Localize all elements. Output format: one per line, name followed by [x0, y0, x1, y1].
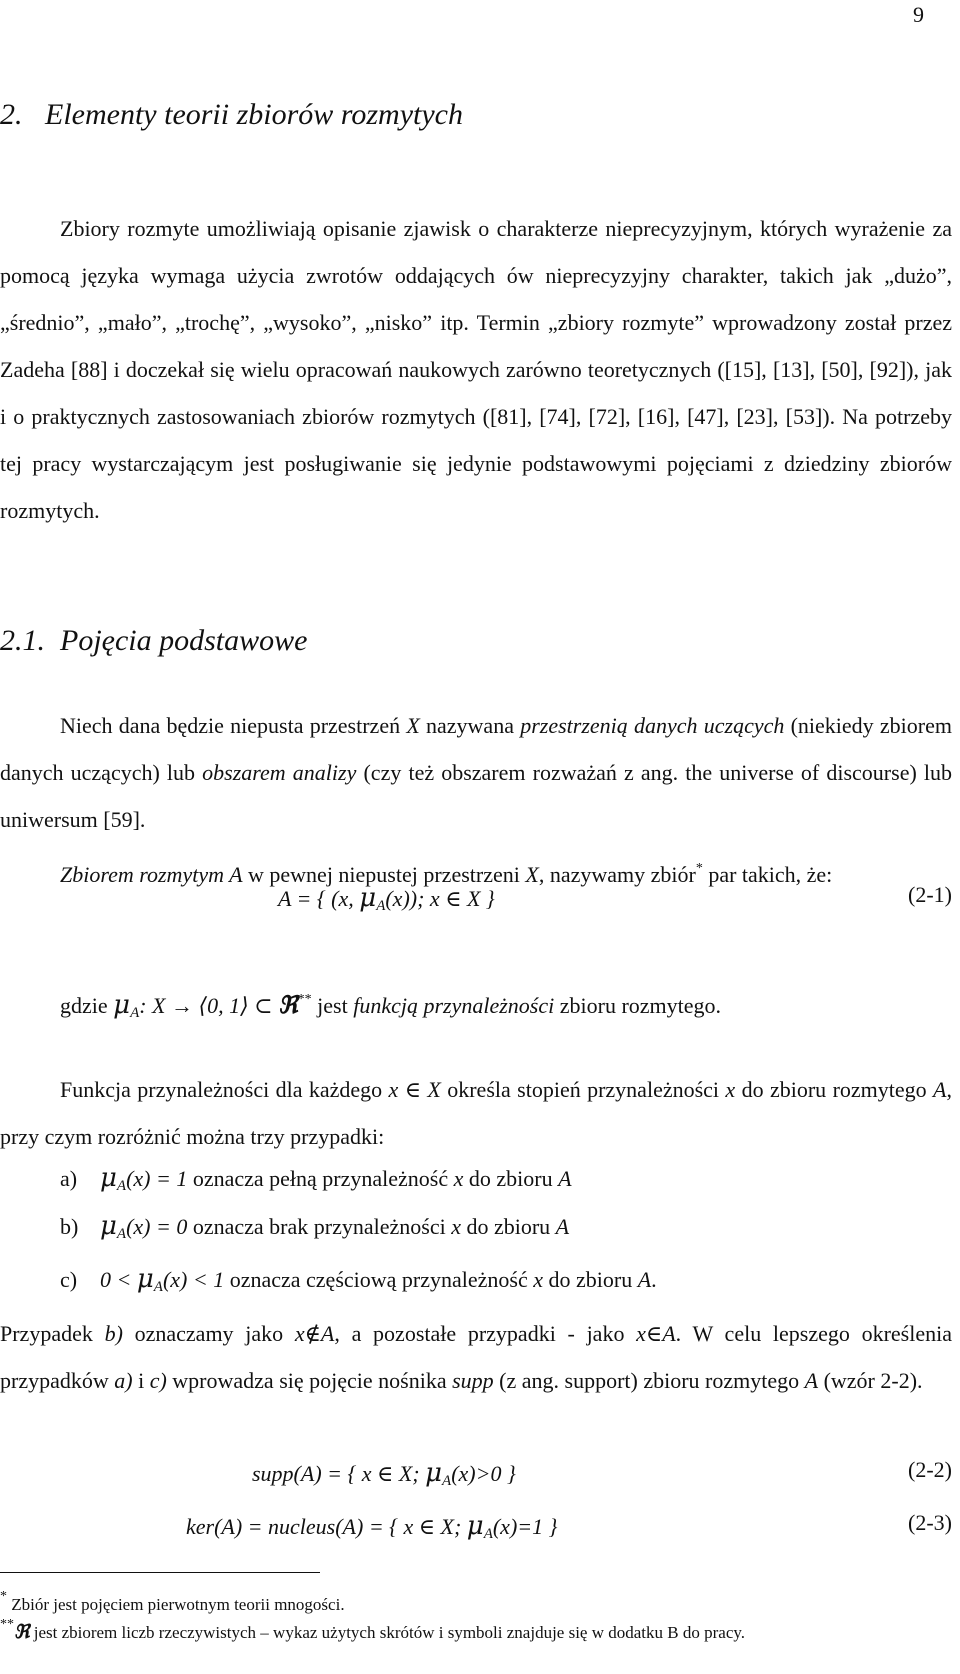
eq-text: (x) < 1: [162, 1267, 225, 1292]
symbol-x: x: [453, 1166, 464, 1191]
text: określa stopień przynależności: [440, 1077, 726, 1102]
subsection-title: Pojęcia podstawowe: [60, 624, 308, 657]
subscript: A: [116, 1226, 127, 1242]
case-item: [60, 1160, 940, 1197]
text: .: [651, 1267, 657, 1292]
subscript: A: [442, 1473, 452, 1489]
mapping: : X → ⟨0, 1⟩ ⊂: [139, 993, 279, 1018]
text: do zbioru rozmytego: [735, 1077, 934, 1102]
eq-text: 0 <: [100, 1267, 137, 1292]
subsection-heading: [0, 624, 307, 658]
eq-text: (x) = 1: [126, 1166, 188, 1191]
case-item: [60, 1208, 940, 1245]
text: Przypadek: [0, 1321, 105, 1346]
symbol-A: A: [933, 1077, 947, 1102]
text: (czy też obszarem rozważań z ang. the universe of discourse) lub uniwersum [59].: [0, 760, 953, 832]
eq-text: (x)=1 }: [492, 1514, 558, 1539]
real-numbers-symbol: ℜ: [278, 990, 298, 1019]
equation-number: (2-1): [908, 882, 952, 907]
equation-body: [186, 1508, 557, 1545]
emphasis-term: a): [114, 1368, 133, 1393]
mu-symbol: μ: [113, 990, 131, 1020]
subscript: A: [130, 1005, 140, 1021]
eq-text: (x)); x ∈ X }: [385, 886, 495, 911]
eq-text: (x)>0 }: [451, 1461, 516, 1486]
emphasis-term: c): [149, 1368, 167, 1393]
symbol-X: X: [525, 862, 539, 887]
text: par takich, że:: [702, 862, 833, 887]
case-item: [60, 1261, 940, 1298]
page-number: 9: [913, 2, 924, 27]
symbol-x: x: [388, 1077, 399, 1102]
symbol-x: x: [451, 1214, 461, 1239]
text: oznacza brak przynależności: [187, 1214, 452, 1239]
footnote-marker: *: [0, 1589, 7, 1604]
text: , przy czym rozróżnić można trzy przypadki:: [0, 1077, 952, 1149]
eq-text: (x) = 0: [126, 1214, 188, 1239]
footnote-separator: [0, 1572, 320, 1573]
footnote-2: [0, 1612, 952, 1646]
symbol-X: X: [427, 1077, 441, 1102]
symbol-A: A: [558, 1166, 572, 1191]
equation-number: (2-2): [908, 1457, 952, 1482]
text: wprowadza się pojęcie nośnika: [166, 1368, 453, 1393]
text: zbioru rozmytego.: [554, 993, 722, 1018]
subsection-number: 2.1.: [0, 624, 45, 657]
equation-2-2: [0, 1455, 952, 1495]
equation-2-1: [0, 880, 952, 920]
emphasis-term: przestrzenią danych uczących: [520, 713, 785, 738]
emphasis-term: supp: [452, 1368, 494, 1393]
text: w pewnej niepustej przestrzeni: [242, 862, 526, 887]
emphasis-term: funkcją przynależności: [353, 993, 555, 1018]
text: do zbioru: [463, 1166, 559, 1191]
text: do zbioru: [460, 1214, 556, 1239]
text: Niech dana będzie niepusta przestrzeń: [60, 713, 407, 738]
footnote-marker: **: [0, 1617, 14, 1632]
text: . W celu lepszego określenia przypadków: [0, 1321, 952, 1393]
case-label: b): [60, 1214, 79, 1239]
footnote-text: Zbiór jest pojęciem pierwotnym teorii mnogości.: [7, 1595, 345, 1614]
eq-text: supp(A) = { x ∈ X;: [252, 1461, 426, 1486]
symbol-x: x: [725, 1077, 736, 1102]
section-heading: [0, 98, 463, 132]
not-element-expression: x∉A: [294, 1321, 335, 1346]
text: jest: [311, 993, 354, 1018]
text: (wzór 2-2).: [818, 1368, 923, 1393]
membership-function-definition: [60, 987, 960, 1024]
intro-paragraph: Zbiory rozmyte umożliwiają opisanie zjawisk o charakterze nieprecyzyjnym, których wyrażenie za pomocą języka wymaga użycia zwrotów oddających ów nieprecyzyjny charakter, takich jak „dużo”, „średnio”, „mało”, „trochę”, „wysoko”, „nisko” itp. Termin „zbiory rozmyte” wprowadzony został przez Zadeha [88] i doczekał się wielu opracowań naukowych zarówno teoretycznych ([15], [13], [50], [92]), jak i o praktycznych zastosowaniach zbiorów rozmytych ([81], [74], [72], [16], [47], [23], [53]). Na potrzeby tej pracy wystarczającym jest posługiwanie się jedynie podstawowymi pojęciami z dziedziny zbiorów rozmytych.: [0, 216, 952, 523]
equation-2-3: [0, 1508, 952, 1548]
subscript: A: [116, 1178, 127, 1194]
text: , a pozostałe przypadki - jako: [334, 1321, 637, 1346]
mu-symbol: μ: [425, 1458, 443, 1488]
footnote-marker: *: [695, 861, 703, 876]
text: oznaczamy jako: [122, 1321, 295, 1346]
equation-body: [252, 1455, 516, 1492]
equation-number: (2-3): [908, 1510, 952, 1535]
mu-symbol: μ: [136, 1264, 154, 1294]
definition-space-paragraph: [0, 702, 952, 843]
case-label: a): [60, 1166, 78, 1191]
subscript: A: [376, 898, 386, 914]
text: gdzie: [60, 993, 114, 1018]
symbol-x: x: [533, 1267, 543, 1292]
footnote-text: jest zbiorem liczb rzeczywistych – wykaz użytych skrótów i symboli znajduje się w dodatku B do pracy.: [29, 1623, 746, 1642]
mu-symbol: μ: [466, 1511, 484, 1541]
mu-symbol: μ: [100, 1163, 117, 1193]
text: oznacza częściową przynależność: [224, 1267, 534, 1292]
text: (niekiedy zbiorem danych uczących) lub: [0, 713, 952, 785]
subscript: A: [483, 1526, 493, 1542]
text: oznacza pełną przynależność: [187, 1166, 454, 1191]
section-title: Elementy teorii zbiorów rozmytych: [45, 98, 463, 131]
emphasis-term: obszarem analizy: [202, 760, 357, 785]
eq-text: A = { (x,: [278, 886, 360, 911]
element-expression: x∈A: [636, 1321, 676, 1346]
text: Funkcja przynależności dla każdego: [60, 1077, 389, 1102]
emphasis-term: b): [104, 1321, 123, 1346]
mu-symbol: μ: [100, 1211, 117, 1241]
emphasis-term: Zbiorem rozmytym A: [60, 862, 243, 887]
symbol-X: X: [406, 713, 420, 738]
case-label: c): [60, 1267, 78, 1292]
subscript: A: [153, 1279, 163, 1295]
eq-text: ker(A) = nucleus(A) = { x ∈ X;: [186, 1514, 467, 1539]
text: do zbioru: [543, 1267, 638, 1292]
text: , nazywamy zbiór: [538, 862, 696, 887]
symbol-A: A: [555, 1214, 570, 1239]
real-numbers-symbol: ℜ: [14, 1621, 30, 1643]
footnote-marker: **: [297, 992, 312, 1007]
equation-body: [278, 880, 495, 917]
element-of: ∈: [398, 1077, 428, 1102]
mu-symbol: μ: [359, 883, 377, 913]
membership-paragraph: [0, 1066, 952, 1160]
text: i: [132, 1368, 150, 1393]
symbol-A: A: [804, 1368, 819, 1393]
support-paragraph: [0, 1310, 952, 1404]
section-number: 2.: [0, 98, 23, 131]
text: nazywana: [419, 713, 521, 738]
symbol-A: A: [637, 1267, 652, 1292]
text: (z ang. support) zbioru rozmytego: [493, 1368, 805, 1393]
